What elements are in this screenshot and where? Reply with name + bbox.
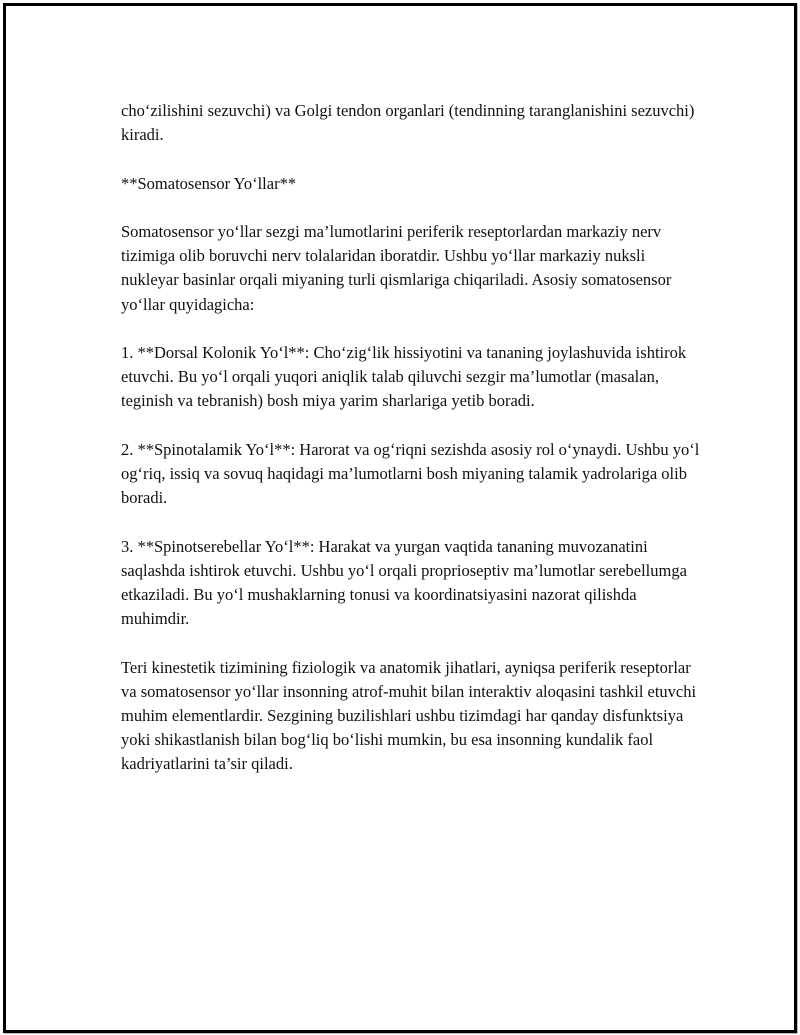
section-heading: **Somatosensor Yo‘llar** bbox=[121, 173, 297, 193]
list-item-spinothalamic: 2. **Spinotalamik Yo‘l**: Harorat va og‘riqni sezishda asosiy rol o‘ynaydi. Ushbu yo‘l og‘riq, issiq va sovuq haqidagi ma’lumotlarni bosh miyaning talamik yadrolariga olib boradi. bbox=[121, 439, 700, 508]
list-item-dorsal: 1. **Dorsal Kolonik Yo‘l**: Cho‘zig‘lik hissiyotini va tananing joylashuvida ishtirok etuvchi. Bu yo‘l orqali yuqori aniqlik talab qiluvchi sezgir ma’lumotlar (masalan, teginish va tebranish) bosh miya yarim sharlariga yetib boradi. bbox=[121, 342, 687, 411]
paragraph-continuation: cho‘zilishini sezuvchi) va Golgi tendon organlari (tendinning taranglanishini sezuvchi) kiradi. bbox=[121, 101, 695, 145]
list-item-spinocerebellar: 3. **Spinotserebellar Yo‘l**: Harakat va yurgan vaqtida tananing muvozanatini saqlashda ishtirok etuvchi. Ushbu yo‘l orqali proprioseptiv ma’lumotlar serebellumga etkaziladi. Bu yo‘l mushaklarning tonusi va koordinatsiyasini nazorat qilishda muhimdir. bbox=[121, 536, 687, 629]
paragraph-conclusion: Teri kinestetik tizimining fiziologik va anatomik jihatlari, ayniqsa periferik reseptorlar va somatosensor yo‘llar insonning atrof-muhit bilan interaktiv aloqasini tashkil etuvchi muhim elementlardir. Sezgining buzilishlari ushbu tizimdagi har qanday disfunktsiya yoki shikastlanish bilan bog‘liq bo‘lishi mumkin, bu esa insonning kundalik faol kadriyatlarini ta’sir qiladi. bbox=[121, 657, 697, 774]
document-page bbox=[3, 3, 797, 1033]
document-body bbox=[121, 99, 706, 801]
paragraph-intro: Somatosensor yo‘llar sezgi ma’lumotlarini periferik reseptorlardan markaziy nerv tizimiga olib boruvchi nerv tolalaridan iboratdir. Ushbu yo‘llar markaziy nuksli nukleyar basinlar orqali miyaning turli qismlariga chiqariladi. Asosiy somatosensor yo‘llar quyidagicha: bbox=[121, 221, 672, 314]
